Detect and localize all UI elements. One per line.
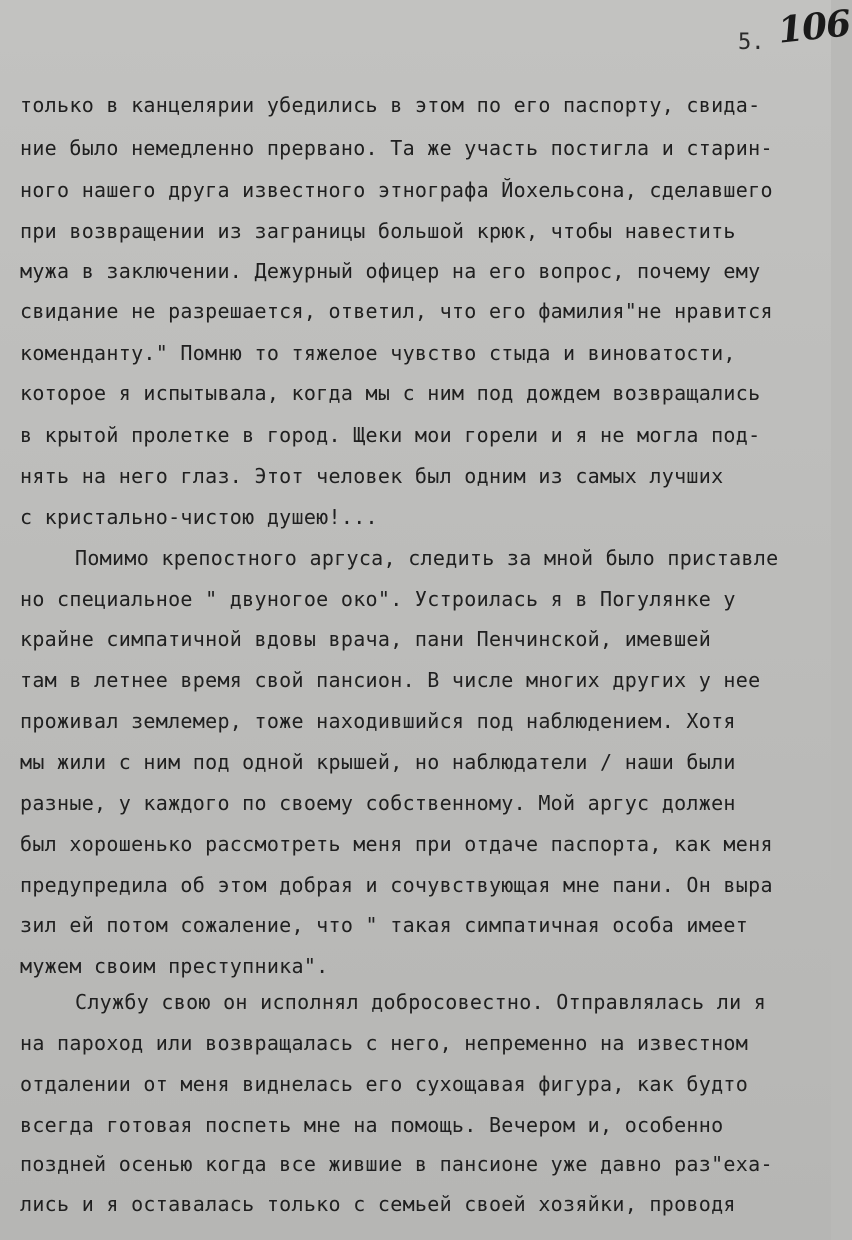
text-line: нять на него глаз. Этот человек был одним из самых лучших: [20, 464, 724, 488]
text-line: только в канцелярии убедились в этом по его паспорту, свида-: [20, 93, 761, 117]
text-line: коменданту." Помню то тяжелое чувство стыда и виноватости,: [20, 341, 736, 365]
text-line: в крытой пролетке в город. Щеки мои горели и я не могла под-: [20, 423, 761, 447]
text-line: ние было немедленно прервано. Та же участь постигла и старин-: [20, 136, 773, 160]
text-line: Службу свою он исполнял добросовестно. Отправлялась ли я: [75, 990, 767, 1014]
text-line: при возвращении из заграницы большой крюк, чтобы навестить: [20, 219, 736, 243]
text-line: предупредила об этом добрая и сочувствующая мне пани. Он выра: [20, 873, 773, 897]
text-line: был хорошенько рассмотреть меня при отдаче паспорта, как меня: [20, 832, 773, 856]
page-number: 5.: [738, 30, 765, 55]
text-line: мужем своим преступника".: [20, 954, 329, 978]
text-line: крайне симпатичной вдовы врача, пани Пенчинской, имевшей: [20, 627, 712, 651]
text-line: но специальное " двуногое око". Устроилась я в Погулянке у: [20, 587, 736, 611]
text-line: с кристально-чистою душею!...: [20, 505, 378, 529]
text-line: лись и я оставалась только с семьей своей хозяйки, проводя: [20, 1192, 736, 1216]
text-line: мужа в заключении. Дежурный офицер на его вопрос, почему ему: [20, 259, 761, 283]
text-line: всегда готовая поспеть мне на помощь. Вечером и, особенно: [20, 1113, 724, 1137]
text-line: Помимо крепостного аргуса, следить за мной было приставле: [75, 546, 779, 570]
text-line: свидание не разрешается, ответил, что его фамилия"не нравится: [20, 299, 773, 323]
text-line: мы жили с ним под одной крышей, но наблюдатели / наши были: [20, 750, 736, 774]
text-line: ного нашего друга известного этнографа Йохельсона, сделавшего: [20, 178, 773, 202]
text-line: там в летнее время свой пансион. В числе многих других у нее: [20, 668, 761, 692]
text-line: поздней осенью когда все жившие в пансионе уже давно раз"еха-: [20, 1152, 773, 1176]
text-line: разные, у каждого по своему собственному. Мой аргус должен: [20, 791, 736, 815]
text-line: зил ей потом сожаление, что " такая симпатичная особа имеет: [20, 913, 749, 937]
text-line: на пароход или возвращалась с него, непременно на известном: [20, 1031, 749, 1055]
text-line: отдалении от меня виднелась его сухощавая фигура, как будто: [20, 1072, 749, 1096]
text-line: проживал землемер, тоже находившийся под наблюдением. Хотя: [20, 709, 736, 733]
text-line: которое я испытывала, когда мы с ним под дождем возвращались: [20, 381, 761, 405]
archive-folio-number: 106: [776, 2, 852, 52]
